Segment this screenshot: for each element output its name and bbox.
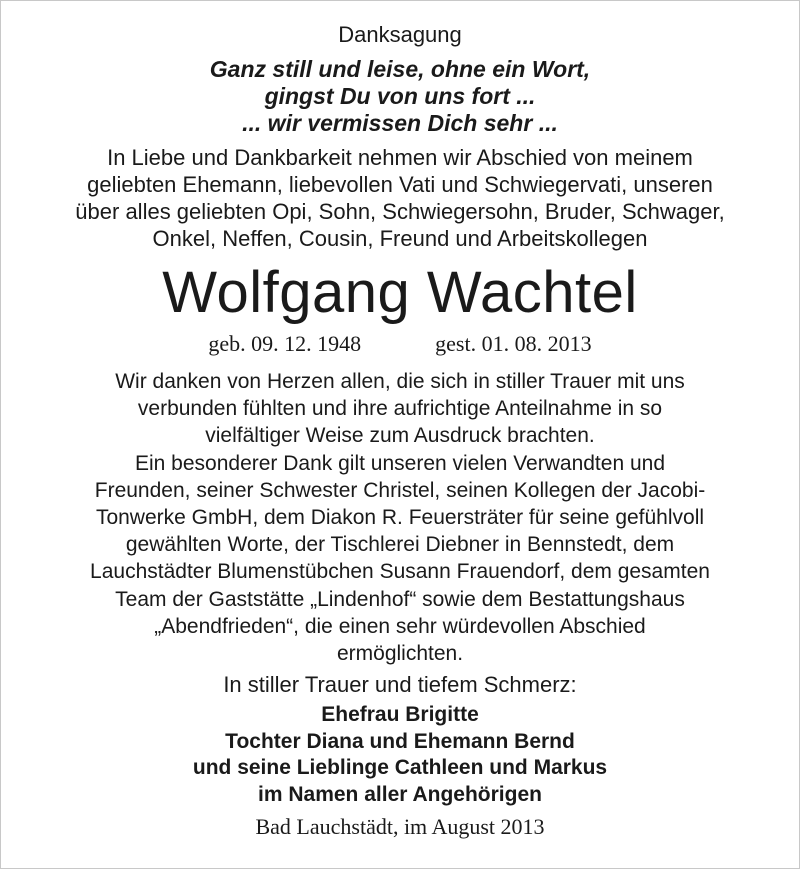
thanks-line: Team der Gaststätte „Lindenhof“ sowie dem Bestattungshaus (115, 587, 685, 611)
place-date (0, 812, 800, 842)
mourning-intro (0, 670, 800, 700)
mourning-intro-text: In stiller Trauer und tiefem Schmerz: (223, 672, 577, 697)
signer-line: Ehefrau Brigitte (321, 703, 479, 726)
thanks-paragraph (0, 368, 800, 667)
thanks-line: „Abendfrieden“, die einen sehr würdevollen Abschied (154, 614, 646, 638)
deceased-name (0, 258, 800, 328)
intro-line: Onkel, Neffen, Cousin, Freund und Arbeitskollegen (152, 226, 648, 251)
heading-text: Danksagung (338, 22, 462, 47)
intro-line: über alles geliebten Opi, Sohn, Schwiegersohn, Bruder, Schwager, (75, 199, 725, 224)
thanks-line: Tonwerke GmbH, dem Diakon R. Feuersträter für seine gefühlvoll (95, 506, 705, 530)
thanks-line: Freunden, seiner Schwester Christel, seinen Kollegen der Jacobi- (94, 478, 706, 502)
life-dates (0, 330, 800, 358)
intro-line: geliebten Ehemann, liebevollen Vati und Schwiegervati, unseren (87, 172, 713, 197)
thanks-line: gewählten Worte, der Tischlerei Diebner in Bennstedt, dem (125, 533, 675, 557)
motto-line: Ganz still und leise, ohne ein Wort, (209, 56, 591, 82)
thanks-line: Lauchstädter Blumenstübchen Susann Frauendorf, dem gesamten (90, 560, 710, 584)
signer-line: und seine Lieblinge Cathleen und Markus (192, 756, 608, 779)
death-date: gest. 01. 08. 2013 (435, 331, 592, 356)
intro-line: In Liebe und Dankbarkeit nehmen wir Abschied von meinem (107, 145, 693, 170)
thanks-line: verbunden fühlten und ihre aufrichtige Anteilnahme in so (137, 397, 663, 421)
birth-date: geb. 09. 12. 1948 (208, 331, 362, 356)
motto-line: gingst Du von uns fort ... (264, 83, 536, 109)
thanks-line: ermöglichten. (336, 642, 464, 666)
thanks-line: Ein besonderer Dank gilt unseren vielen Verwandten und (134, 451, 665, 475)
thanks-line: Wir danken von Herzen allen, die sich in stiller Trauer mit uns (115, 370, 685, 393)
motto-line: ... wir vermissen Dich sehr ... (242, 110, 558, 136)
signers-list (0, 702, 800, 808)
deceased-name-text: Wolfgang Wachtel (162, 260, 638, 325)
signer-line: im Namen aller Angehörigen (258, 782, 542, 806)
intro-paragraph (0, 144, 800, 252)
notice-heading (0, 20, 800, 50)
thanks-line: vielfältiger Weise zum Ausdruck brachten. (205, 424, 595, 448)
signer-line: Tochter Diana und Ehemann Bernd (225, 729, 575, 753)
motto-verse (0, 56, 800, 137)
place-date-text: Bad Lauchstädt, im August 2013 (255, 814, 545, 839)
